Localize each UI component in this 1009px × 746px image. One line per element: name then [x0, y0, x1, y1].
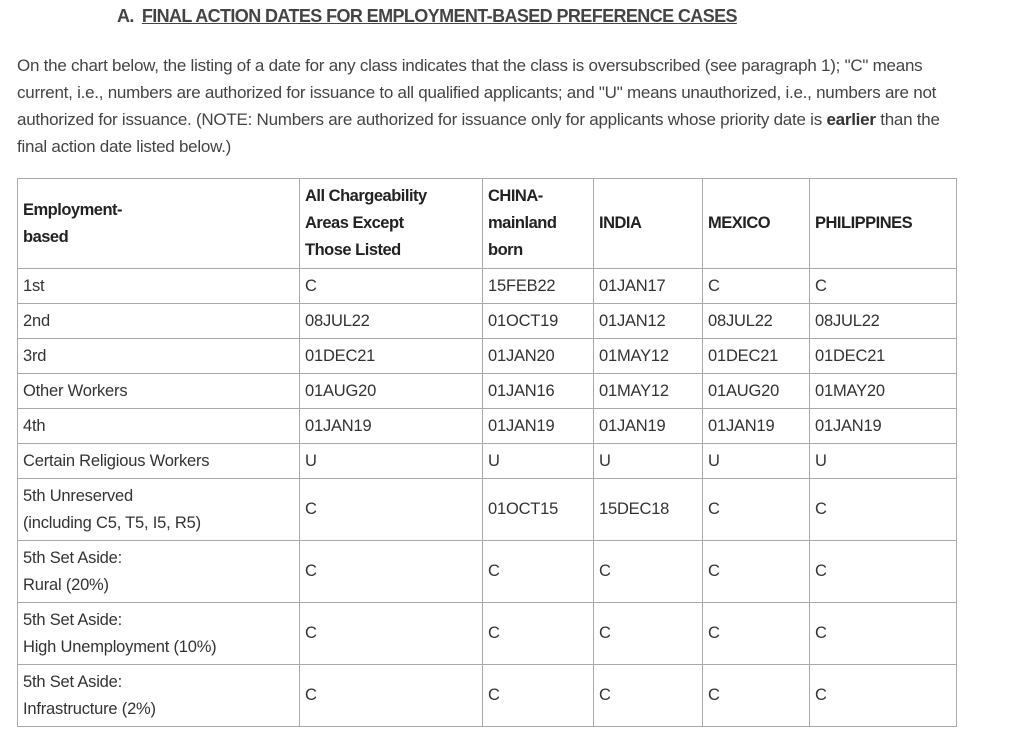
table-row	[18, 603, 957, 665]
cell-mexico: C	[703, 603, 810, 665]
row-category	[18, 444, 300, 479]
header-line: based	[23, 227, 69, 246]
cell-philippines: C	[810, 665, 957, 727]
cell-all-chargeability: 01JAN19	[300, 409, 483, 444]
row-category	[18, 269, 300, 304]
cell-china: C	[483, 665, 594, 727]
header-line: mainland	[488, 214, 557, 232]
cell-all-chargeability: C	[300, 541, 483, 603]
category-line: 4th	[23, 416, 46, 435]
final-action-dates-table	[17, 178, 957, 727]
intro-paragraph	[17, 52, 957, 160]
row-category	[18, 479, 300, 541]
cell-india: C	[594, 665, 703, 727]
table-header-row	[18, 179, 957, 269]
header-line: born	[488, 241, 523, 259]
cell-india: 01MAY12	[594, 339, 703, 374]
category-line: Certain Religious Workers	[23, 451, 210, 470]
cell-philippines: 01JAN19	[810, 409, 957, 444]
cell-philippines: U	[810, 444, 957, 479]
cell-india: 01MAY12	[594, 374, 703, 409]
section-heading	[117, 6, 737, 27]
cell-all-chargeability: 01DEC21	[300, 339, 483, 374]
category-line: 5th Set Aside:	[23, 610, 123, 629]
cell-all-chargeability: 01AUG20	[300, 374, 483, 409]
category-line: 5th Unreserved	[23, 486, 134, 505]
header-line: Those Listed	[305, 241, 401, 259]
cell-all-chargeability: C	[300, 269, 483, 304]
cell-india: U	[594, 444, 703, 479]
header-line: MEXICO	[708, 214, 771, 232]
category-line: Other Workers	[23, 381, 128, 400]
cell-china: C	[483, 603, 594, 665]
cell-china: U	[483, 444, 594, 479]
category-line: Rural (20%)	[23, 575, 109, 594]
table-row	[18, 479, 957, 541]
header-line: PHILIPPINES	[815, 214, 913, 232]
table-row	[18, 304, 957, 339]
intro-text-part2: than the final action date listed below.)	[17, 110, 940, 156]
cell-mexico: 01JAN19	[703, 409, 810, 444]
cell-mexico: C	[703, 269, 810, 304]
table-row	[18, 444, 957, 479]
cell-mexico: U	[703, 444, 810, 479]
cell-mexico: C	[703, 665, 810, 727]
cell-philippines: C	[810, 479, 957, 541]
row-category	[18, 665, 300, 727]
cell-china: 01OCT19	[483, 304, 594, 339]
cell-mexico: 01DEC21	[703, 339, 810, 374]
category-line: 1st	[23, 276, 45, 295]
header-mexico	[703, 179, 810, 269]
cell-mexico: 08JUL22	[703, 304, 810, 339]
cell-all-chargeability: C	[300, 665, 483, 727]
row-category	[18, 409, 300, 444]
header-line: Employment-	[23, 200, 123, 219]
intro-text-part1: On the chart below, the listing of a date for any class indicates that the class is oversubscribed (see paragraph 1); "C" means current, i.e., numbers are authorized for issuance to all qualified applicants; and "U" means unauthorized, i.e., numbers are not authorized for issuance. (NOTE: Numbers are authorized for issuance only for applicants whose priority date is	[17, 56, 937, 129]
header-line: Areas Except	[305, 214, 404, 232]
cell-all-chargeability: 08JUL22	[300, 304, 483, 339]
table-row	[18, 541, 957, 603]
cell-china: 01OCT15	[483, 479, 594, 541]
section-letter: A.	[117, 6, 134, 26]
cell-philippines: C	[810, 541, 957, 603]
cell-all-chargeability: C	[300, 479, 483, 541]
cell-philippines: C	[810, 269, 957, 304]
table-row	[18, 374, 957, 409]
cell-china: C	[483, 541, 594, 603]
row-category	[18, 374, 300, 409]
cell-india: C	[594, 603, 703, 665]
cell-mexico: 01AUG20	[703, 374, 810, 409]
cell-mexico: C	[703, 541, 810, 603]
intro-emphasis: earlier	[826, 110, 876, 129]
cell-all-chargeability: C	[300, 603, 483, 665]
header-philippines	[810, 179, 957, 269]
cell-india: 01JAN12	[594, 304, 703, 339]
cell-philippines: C	[810, 603, 957, 665]
category-line: High Unemployment (10%)	[23, 637, 217, 656]
category-line: 5th Set Aside:	[23, 548, 123, 567]
header-all-chargeability	[300, 179, 483, 269]
header-line: CHINA-	[488, 187, 543, 205]
cell-india: 01JAN17	[594, 269, 703, 304]
row-category	[18, 304, 300, 339]
cell-india: 01JAN19	[594, 409, 703, 444]
header-line: All Chargeability	[305, 187, 427, 205]
row-category	[18, 541, 300, 603]
header-line: INDIA	[599, 214, 642, 232]
category-line: 3rd	[23, 346, 47, 365]
cell-philippines: 01DEC21	[810, 339, 957, 374]
row-category	[18, 603, 300, 665]
category-line: (including C5, T5, I5, R5)	[23, 513, 201, 532]
cell-india: 15DEC18	[594, 479, 703, 541]
cell-philippines: 08JUL22	[810, 304, 957, 339]
cell-china: 15FEB22	[483, 269, 594, 304]
cell-all-chargeability: U	[300, 444, 483, 479]
row-category	[18, 339, 300, 374]
cell-china: 01JAN16	[483, 374, 594, 409]
table-row	[18, 409, 957, 444]
cell-mexico: C	[703, 479, 810, 541]
cell-philippines: 01MAY20	[810, 374, 957, 409]
cell-china: 01JAN19	[483, 409, 594, 444]
cell-india: C	[594, 541, 703, 603]
header-india	[594, 179, 703, 269]
table-row	[18, 339, 957, 374]
table-row	[18, 665, 957, 727]
category-line: Infrastructure (2%)	[23, 699, 156, 718]
header-employment-based	[18, 179, 300, 269]
category-line: 5th Set Aside:	[23, 672, 123, 691]
header-china	[483, 179, 594, 269]
category-line: 2nd	[23, 311, 50, 330]
cell-china: 01JAN20	[483, 339, 594, 374]
section-title: FINAL ACTION DATES FOR EMPLOYMENT-BASED PREFERENCE CASES	[141, 6, 737, 26]
table-row	[18, 269, 957, 304]
